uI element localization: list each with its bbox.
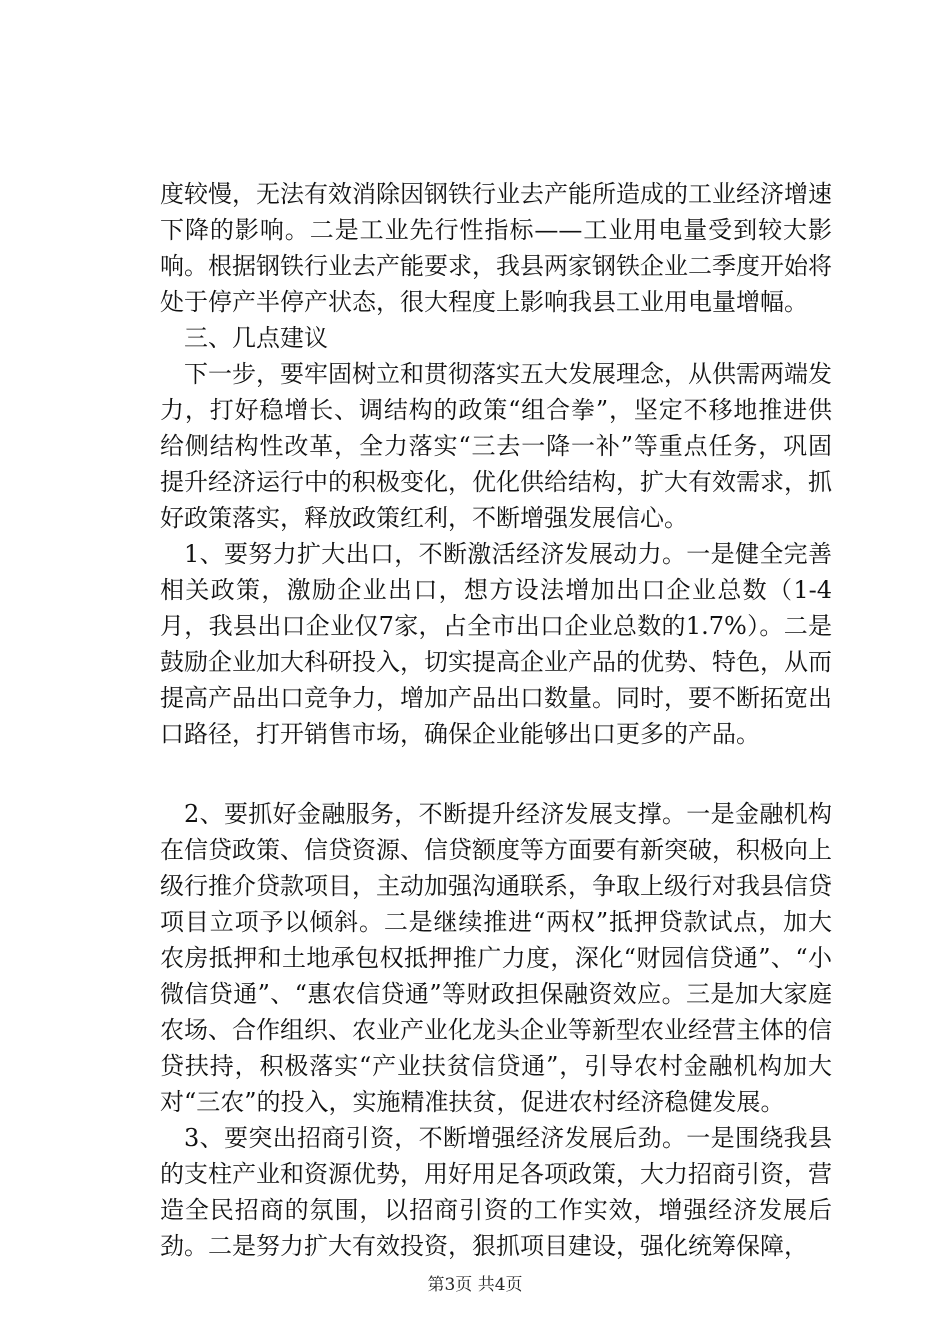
paragraph-spacer: [160, 752, 832, 796]
paragraph-continuation: 度较慢，无法有效消除因钢铁行业去产能所造成的工业经济增速下降的影响。二是工业先行性指标——工业用电量受到较大影响。根据钢铁行业去产能要求，我县两家钢铁企业二季度开始将处于停产半停产状态，很大程度上影响我县工业用电量增幅。: [160, 180, 832, 316]
body-text: [160, 176, 832, 1264]
paragraph-suggestion-1: 1、要努力扩大出口，不断激活经济发展动力。一是健全完善相关政策，激励企业出口，想方设法增加出口企业总数（1-4月，我县出口企业仅7家，占全市出口企业总数的1.7%）。二是鼓励企业加大科研投入，切实提高企业产品的优势、特色，从而提高产品出口竞争力，增加产品出口数量。同时，要不断拓宽出口路径，打开销售市场，确保企业能够出口更多的产品。: [160, 540, 832, 748]
section-heading: 三、几点建议: [184, 324, 328, 352]
paragraph-suggestion-2: 2、要抓好金融服务，不断提升经济发展支撑。一是金融机构在信贷政策、信贷资源、信贷额度等方面要有新突破，积极向上级行推介贷款项目，主动加强沟通联系，争取上级行对我县信贷项目立项予以倾斜。二是继续推进“两权”抵押贷款试点，加大农房抵押和土地承包权抵押推广力度，深化“财园信贷通”、“小微信贷通”、“惠农信贷通”等财政担保融资效应。三是加大家庭农场、合作组织、农业产业化龙头企业等新型农业经营主体的信贷扶持，积极落实“产业扶贫信贷通”，引导农村金融机构加大对“三农”的投入，实施精准扶贫，促进农村经济稳健发展。: [160, 800, 832, 1116]
page-number-footer: 第3页 共4页: [427, 1275, 523, 1295]
paragraph-suggestion-3: 3、要突出招商引资，不断增强经济发展后劲。一是围绕我县的支柱产业和资源优势，用好用足各项政策，大力招商引资，营造全民招商的氛围，以招商引资的工作实效，增强经济发展后劲。二是努力扩大有效投资，狠抓项目建设，强化统筹保障，: [160, 1124, 832, 1260]
paragraph-intro: 下一步，要牢固树立和贯彻落实五大发展理念，从供需两端发力，打好稳增长、调结构的政策“组合拳”，坚定不移地推进供给侧结构性改革，全力落实“三去一降一补”等重点任务，巩固提升经济运行中的积极变化，优化供给结构，扩大有效需求，抓好政策落实，释放政策红利，不断增强发展信心。: [160, 360, 832, 532]
